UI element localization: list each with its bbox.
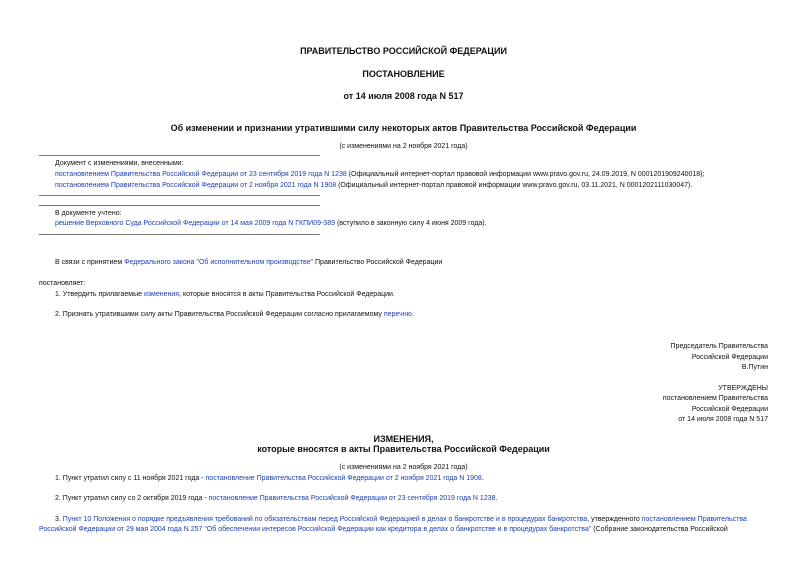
document-type: ПОСТАНОВЛЕНИЕ — [362, 69, 445, 79]
approved-date: от 14 июля 2008 года N 517 — [678, 416, 768, 423]
change-source-note: (Официальный интернет-портал правовой информации www.pravo.gov.ru, 03.11.2021, N 0001202111030047). — [336, 182, 693, 189]
signature-name: В.Путин — [741, 364, 768, 371]
signature-title: Председатель Правительства — [670, 343, 768, 350]
change-source-note: (Официальный интернет-портал правовой информации www.pravo.gov.ru, 24.09.2019, N 0001201909240018); — [346, 171, 705, 178]
list-link[interactable]: перечню — [383, 311, 412, 318]
decree-1238-link[interactable]: постановление Правительства Российской Федерации от 23 сентября 2019 года N 1238 — [208, 495, 496, 502]
change-item — [55, 182, 692, 189]
paragraph-2: 2. Признать утратившими силу акты Правительства Российской Федерации согласно прилагаемому перечню. — [55, 311, 414, 318]
change-link-1238[interactable]: постановлением Правительства Российской Федерации от 23 сентября 2019 года N 1238 — [55, 171, 347, 178]
document-date-number: от 14 июля 2008 года N 517 — [343, 91, 464, 101]
change-point-3: 3. Пункт 10 Положения о порядке предъявления требований по обязательствам перед Российской Федерацией в делах о банкротстве и в процедурах банкротства, утвержденного постановлением Правительства — [55, 516, 747, 523]
change-link-1908[interactable]: постановлением Правительства Российской Федерации от 2 ноября 2021 года N 1908 — [55, 182, 337, 189]
approved-by: постановлением Правительства — [662, 395, 768, 402]
decree-257-link[interactable]: Российской Федерации от 29 мая 2004 года N 257 "Об обеспечении интересов Российской Федерации как кредитора в делах о банкротстве и в процедурах банкротства" — [39, 526, 592, 533]
changes-heading: Документ с изменениями, внесенными: — [55, 160, 184, 167]
change-point-1: 1. Пункт утратил силу с 11 ноября 2021 года - постановление Правительства Российской Федерации от 2 ноября 2021 года N 1908. — [55, 475, 484, 482]
divider — [39, 234, 320, 235]
considered-heading: В документе учтено: — [55, 210, 122, 217]
signature-title: Российской Федерации — [691, 354, 768, 361]
changes-link[interactable]: изменения — [143, 291, 180, 298]
approved-by: Российской Федерации — [691, 406, 768, 413]
document-title: Об изменении и признании утратившими силу некоторых актов Правительства Российской Федерации — [170, 123, 637, 133]
divider — [39, 195, 320, 196]
change-item — [55, 171, 704, 178]
change-point-2: 2. Пункт утратил силу со 2 октября 2019 года - постановление Правительства Российской Федерации от 23 сентября 2019 года N 1238. — [55, 495, 498, 502]
decree-257-link[interactable]: постановлением Правительства — [641, 516, 747, 523]
divider — [39, 155, 320, 156]
revision-note: (с изменениями на 2 ноября 2021 года) — [339, 464, 468, 471]
change-point-3-continued: Российской Федерации от 29 мая 2004 года N 257 "Об обеспечении интересов Российской Федерации как кредитора в делах о банкротстве и в процедурах банкротства" (Собрание законодательства Российской — [39, 526, 728, 533]
regulation-point-10-link[interactable]: Пункт 10 Положения о порядке предъявления требований по обязательствам перед Российской Федерацией в делах о банкротстве и в процедурах банкротства — [62, 516, 588, 523]
divider — [39, 205, 320, 206]
approved-stamp: УТВЕРЖДЕНЫ — [718, 385, 768, 392]
decree-1908-link[interactable]: постановление Правительства Российской Федерации от 2 ноября 2021 года N 1908 — [205, 475, 482, 482]
paragraph-1: 1. Утвердить прилагаемые изменения, которые вносятся в акты Правительства Российской Федерации. — [55, 291, 395, 298]
federal-law-link[interactable]: Федерального закона "Об исполнительном производстве" — [124, 259, 314, 266]
changes-subtitle: которые вносятся в акты Правительства Российской Федерации — [257, 444, 550, 454]
considered-note: (вступило в законную силу 4 июня 2009 года). — [335, 220, 487, 227]
considered-item — [55, 220, 487, 227]
court-decision-link[interactable]: решение Верховного Суда Российской Федерации от 14 мая 2009 года N ГКПИ09-389 — [55, 220, 335, 227]
revision-note: (с изменениями на 2 ноября 2021 года) — [339, 143, 468, 150]
decree-word: постановляет: — [39, 280, 86, 287]
intro-paragraph: В связи с принятием Федерального закона "Об исполнительном производстве" Правительство Российской Федерации — [55, 259, 443, 266]
issuing-authority: ПРАВИТЕЛЬСТВО РОССИЙСКОЙ ФЕДЕРАЦИИ — [300, 46, 507, 56]
changes-title: ИЗМЕНЕНИЯ, — [373, 434, 434, 444]
